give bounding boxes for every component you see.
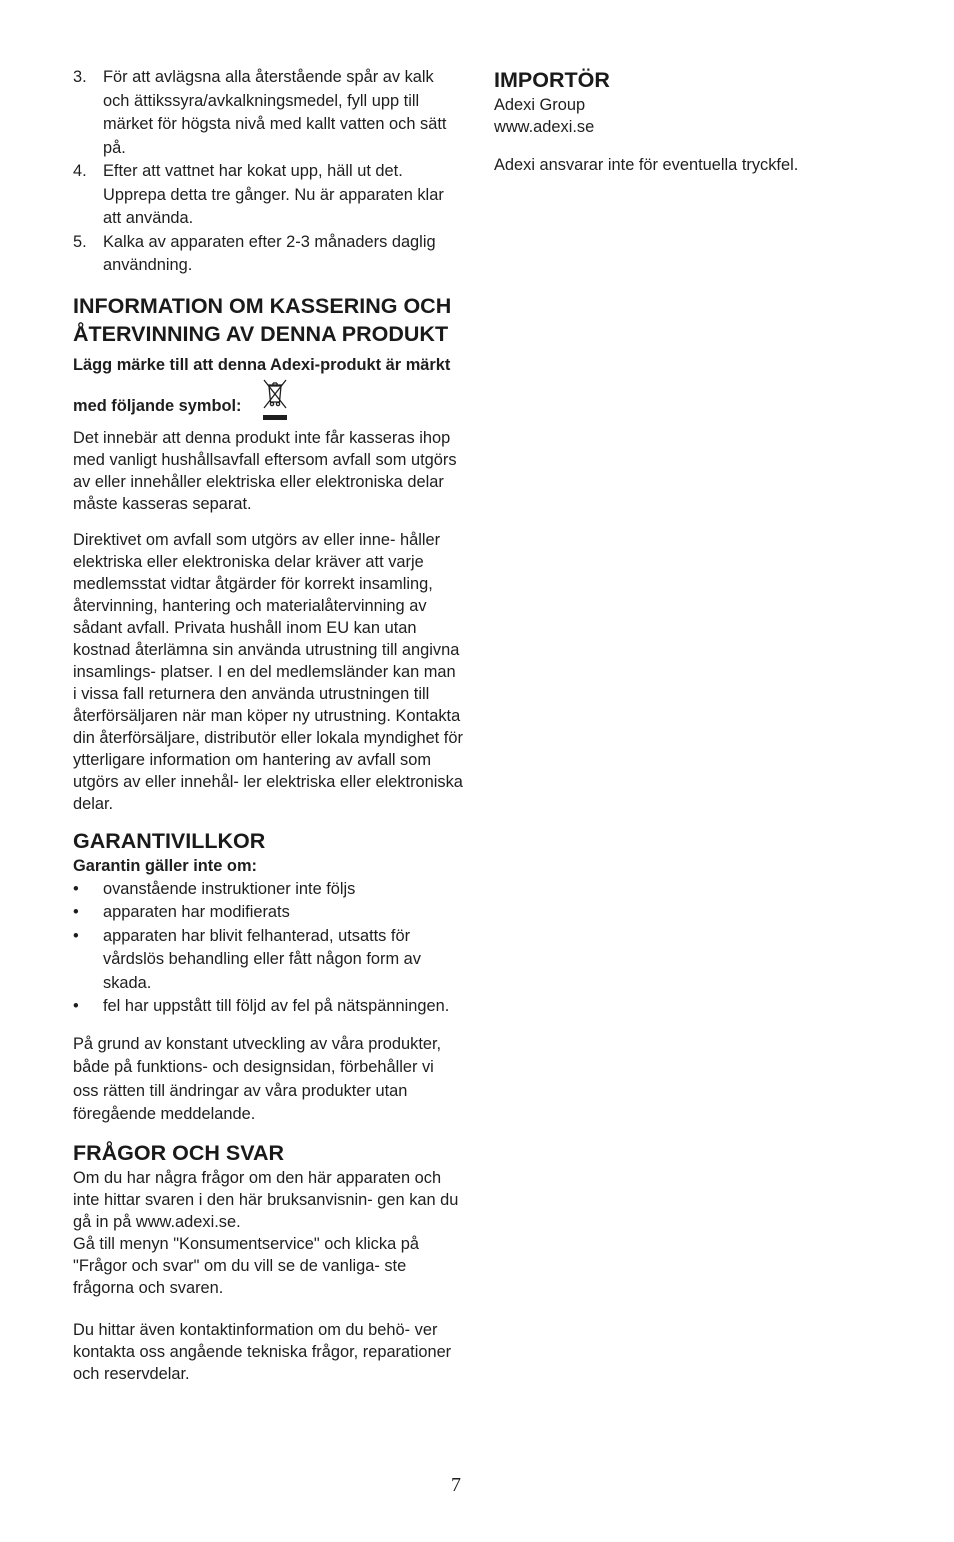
warranty-note: På grund av konstant utveckling av våra produkter, både på funktions- och designsidan, förbehåller vi oss rätten till ändringar av våra produkter utan föregående meddelande. [73,1034,442,1123]
step-number: 3. [73,68,87,86]
crossed-out-wheelie-bin-icon [260,377,290,421]
importer-heading: IMPORTÖR [494,68,610,92]
bullet: • [73,879,79,898]
warranty-heading: GARANTIVILLKOR [73,828,266,853]
step-number: 4. [73,162,87,180]
warranty-exclusions [73,878,463,1019]
page-number: 7 [451,1474,461,1496]
list-item [73,231,463,278]
disposal-heading: INFORMATION OM KASSERING OCH ÅTERVINNING AV DENNA PRODUKT [73,293,452,346]
bullet: • [73,997,79,1015]
faq-paragraph-1: Om du har några frågor om den här apparaten och inte hittar svaren i den här bruksanvisnin- gen kan du gå in på www.adexi.se. [73,1168,459,1231]
step-text: Efter att vattnet har kokat upp, häll ut det. Upprepa detta tre gånger. Nu är apparaten klar att använda. [103,162,444,227]
list-item [73,160,463,231]
disposal-intro-wrap [73,354,463,421]
bullet-text: ovanstående instruktioner inte följs [103,879,356,898]
step-text: Kalka av apparaten efter 2-3 månaders daglig användning. [103,232,436,274]
step-number: 5. [73,232,87,251]
faq-heading: FRÅGOR OCH SVAR [73,1140,285,1165]
importer-website: www.adexi.se [494,118,595,136]
list-item [73,878,463,902]
left-column [73,66,463,1385]
faq-paragraph-3: Du hittar även kontaktinformation om du behö- ver kontakta oss angående tekniska frågor, reparationer och reservdelar. [73,1320,452,1383]
faq-paragraph-2: Gå till menyn "Konsumentservice" och klicka på "Frågor och svar" om du vill se de vanliga- ste frågorna och svaren. [73,1234,419,1297]
importer-company: Adexi Group [494,96,586,114]
list-item [73,925,463,996]
warranty-subheading: Garantin gäller inte om: [73,856,257,875]
printing-errors-disclaimer: Adexi ansvarar inte för eventuella tryckfel. [494,156,799,174]
step-text: För att avlägsna alla återstående spår av kalk och ättikssyra/avkalkningsmedel, fyll upp till märket för högsta nivå med kallt vatten och sätt på. [103,68,447,157]
bullet: • [73,926,79,945]
list-item [73,66,463,160]
disposal-intro: Lägg märke till att denna Adexi-produkt är märkt med följande symbol: [73,355,451,415]
bullet-text: apparaten har modifierats [103,903,290,921]
list-item [73,995,463,1019]
bullet-text: fel har uppstått till följd av fel på nätspänningen. [103,997,450,1015]
descaling-steps [73,66,463,278]
bullet: • [73,903,79,921]
list-item [73,901,463,925]
bullet-text: apparaten har blivit felhanterad, utsatts för vårdslös behandling eller fått någon form av skada. [103,926,421,992]
disposal-paragraph-1: Det innebär att denna produkt inte får kasseras ihop med vanligt hushållsavfall eftersom avfall som utgörs av eller innehåller elektriska eller elektroniska delar måste kasseras separat. [73,428,457,513]
disposal-paragraph-2: Direktivet om avfall som utgörs av eller inne- håller elektriska eller elektroniska delar kräver att varje medlemsstat vidtar åtgärder för korrekt insamling, återvinning, hantering och materialåtervinning av sådant avfall. Privata hushåll inom EU kan utan kostnad återlämna sin använda utrustning till angivna insamlings- platser. I en del medlemsländer kan man i vissa fall returnera den använda utrustningen till återförsäljaren när man köper ny utrustning. Kontakta din återförsäljare, distributör eller lokala myndighet för ytterligare information om hantering av avfall som utgörs av eller innehål- ler elektriska eller elektroniska delar. [73,530,463,813]
right-column [494,66,894,176]
